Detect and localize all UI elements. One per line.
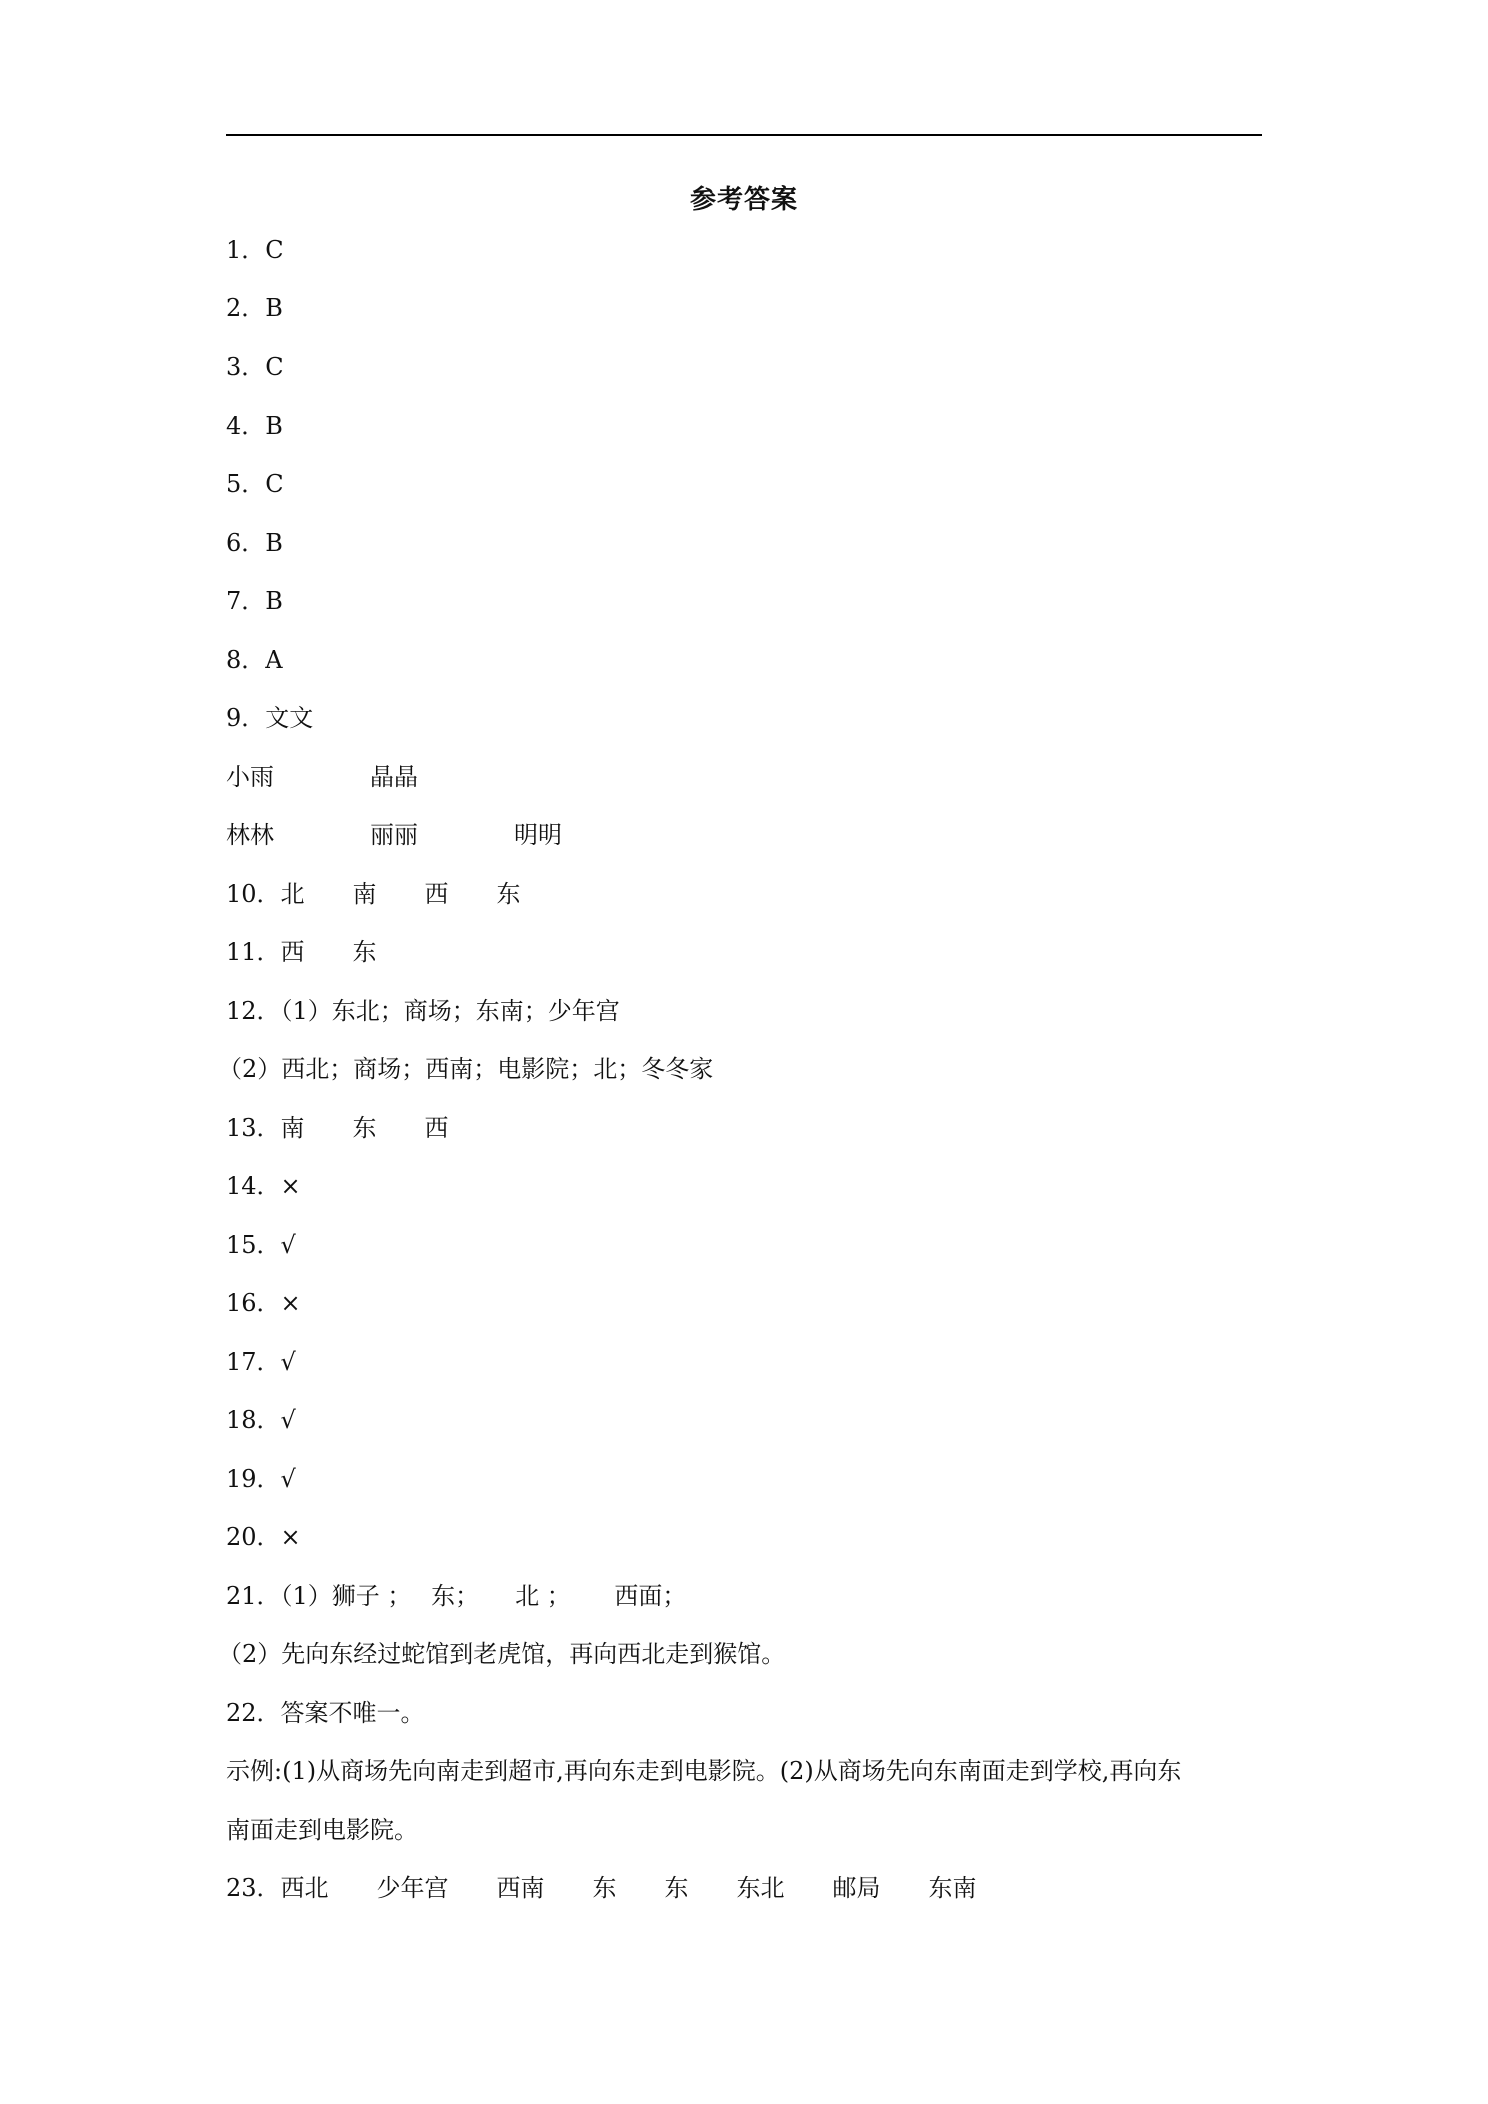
answer-line-17: 17．√ <box>226 1348 296 1376</box>
page-title: 参考答案 <box>689 185 798 215</box>
answer-line-9-row3: 林林 丽丽 明明 <box>226 821 562 849</box>
answer-line-4: 4．B <box>226 412 283 440</box>
answer-line-18: 18．√ <box>226 1406 296 1434</box>
answer-line-11: 11．西 东 <box>226 938 377 966</box>
answer-line-13: 13．南 东 西 <box>226 1114 449 1142</box>
answer-line-5: 5．C <box>226 470 284 498</box>
answer-line-2: 2．B <box>226 294 283 322</box>
answer-line-6: 6．B <box>226 529 283 557</box>
answer-line-1: 1．C <box>226 236 284 264</box>
answer-line-7: 7．B <box>226 587 283 615</box>
answer-line-19: 19．√ <box>226 1465 296 1493</box>
answer-line-14: 14．× <box>226 1172 301 1200</box>
answer-line-20: 20．× <box>226 1523 301 1551</box>
answer-line-8: 8．A <box>226 646 283 674</box>
header-rule <box>226 134 1262 136</box>
answer-line-21-part2: （2）先向东经过蛇馆到老虎馆，再向西北走到猴馆。 <box>218 1640 786 1668</box>
answer-line-16: 16．× <box>226 1289 301 1317</box>
answer-line-10: 10．北 南 西 东 <box>226 880 521 908</box>
answer-line-22-example: 示例:(1)从商场先向南走到超市,再向东走到电影院。(2)从商场先向东南面走到学校,再向东 <box>226 1757 1182 1785</box>
answer-line-23: 23．西北 少年宫 西南 东 东 东北 邮局 东南 <box>226 1874 977 1902</box>
answer-line-9: 9．文文 <box>226 704 314 732</box>
answer-line-9-row2: 小雨 晶晶 <box>226 763 418 791</box>
answer-line-15: 15．√ <box>226 1231 296 1259</box>
answer-line-21: 21．（1）狮子 ； 东； 北 ； 西面； <box>226 1582 687 1610</box>
answer-line-3: 3．C <box>226 353 284 381</box>
answer-line-12-part2: （2）西北；商场；西南；电影院；北；冬冬家 <box>218 1055 714 1083</box>
answer-line-12: 12．（1）东北；商场；东南；少年宫 <box>226 997 620 1025</box>
answer-line-22-example-cont: 南面走到电影院。 <box>226 1816 418 1844</box>
answer-line-22: 22．答案不唯一。 <box>226 1699 425 1727</box>
